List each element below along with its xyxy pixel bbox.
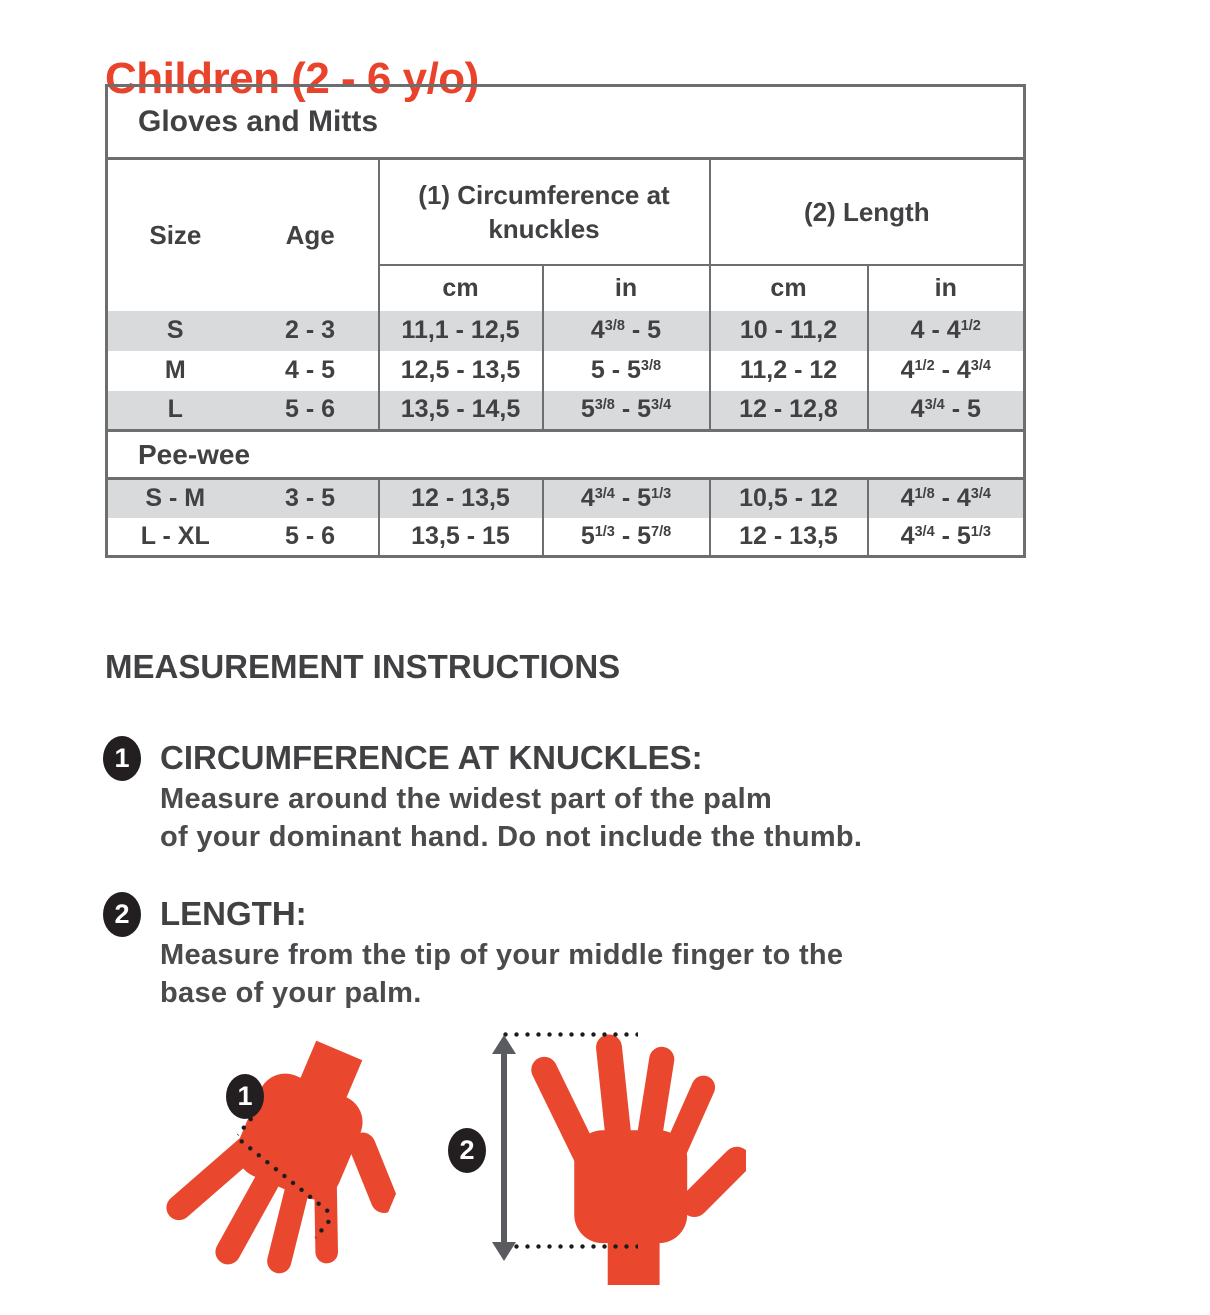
length-header: (2) Length <box>710 159 1025 265</box>
length-in-cell: $4 - 4^{1/2}$ <box>868 311 1025 351</box>
table-row-m <box>107 351 1025 391</box>
sizing-table-wrapper <box>105 84 1026 558</box>
length-in-unit: in <box>868 265 1025 311</box>
size-cell: S - M <box>107 479 243 518</box>
page-title: Children (2 - 6 y/o) <box>105 54 479 104</box>
step-1-badge: 1 <box>103 736 141 781</box>
length-in-cell: $4^{1/8} - 4^{3/4}$ <box>868 479 1025 518</box>
size-cell: L <box>107 391 243 431</box>
age-cell: 4 - 5 <box>284 356 336 384</box>
peewee-section-row <box>107 431 1025 479</box>
instruction-line: Measure from the tip of your middle finger to the <box>160 939 844 971</box>
instruction-item-circumference <box>103 736 862 856</box>
instruction-title: CIRCUMFERENCE AT KNUCKLES: <box>160 739 703 776</box>
circumference-in-cell: $5^{1/3} - 5^{7/8}$ <box>543 518 710 557</box>
age-cell: 2 - 3 <box>243 311 379 351</box>
peewee-section-label: Pee-wee <box>107 431 1025 479</box>
size-age-header-cell <box>107 159 379 311</box>
circumference-in-unit: in <box>543 265 710 311</box>
arrow-down-icon <box>492 1242 516 1261</box>
circumference-cm-cell: 12 - 13,5 <box>379 479 543 518</box>
length-cm-cell: 12 - 12,8 <box>710 391 868 431</box>
instruction-line: base of your palm. <box>160 977 422 1009</box>
circumference-cm-cell: 13,5 - 15 <box>379 518 543 557</box>
instruction-text-block <box>160 736 862 856</box>
age-header: Age <box>285 219 335 250</box>
length-cm-cell: 11,2 - 12 <box>710 351 868 391</box>
circumference-cm-cell: 12,5 - 13,5 <box>379 351 543 391</box>
sizing-table <box>105 84 1026 558</box>
table-caption: Gloves and Mitts <box>107 86 1025 159</box>
circumference-header: (1) Circumference at knuckles <box>379 159 710 265</box>
length-in-cell: $4^{3/4} - 5$ <box>868 391 1025 431</box>
length-in-cell: $4^{1/2} - 4^{3/4}$ <box>868 351 1025 391</box>
circumference-in-cell: $4^{3/8} - 5$ <box>543 311 710 351</box>
length-cm-unit: cm <box>710 265 868 311</box>
step-2-badge: 2 <box>103 892 141 937</box>
table-header-row <box>107 159 1025 265</box>
size-header: Size <box>149 219 202 250</box>
size-cell: L - XL <box>140 521 210 550</box>
circumference-in-cell: $4^{3/4} - 5^{1/3}$ <box>543 479 710 518</box>
circumference-cm-unit: cm <box>379 265 543 311</box>
instruction-title: LENGTH: <box>160 895 307 932</box>
hand-illustration-knuckles-icon <box>151 1011 439 1315</box>
instruction-line: of your dominant hand. Do not include the thumb. <box>160 821 863 853</box>
length-in-cell: $4^{3/4} - 5^{1/3}$ <box>868 518 1025 557</box>
table-caption-row <box>107 86 1025 159</box>
table-row-l <box>107 391 1025 431</box>
circumference-cm-cell: 13,5 - 14,5 <box>379 391 543 431</box>
circumference-in-cell: $5 - 5^{3/8}$ <box>543 351 710 391</box>
table-row-s <box>107 311 1025 351</box>
length-cm-cell: 12 - 13,5 <box>710 518 868 557</box>
table-row-l-xl <box>107 518 1025 557</box>
circumference-in-cell: $5^{3/8} - 5^{3/4}$ <box>543 391 710 431</box>
age-cell: 5 - 6 <box>284 521 336 550</box>
size-cell: M <box>164 356 186 384</box>
figure-1-badge: 1 <box>226 1074 264 1119</box>
circumference-cm-cell: 11,1 - 12,5 <box>379 311 543 351</box>
table-row-s-m <box>107 479 1025 518</box>
arrow-up-icon <box>492 1035 516 1054</box>
instruction-text-block <box>160 892 843 1012</box>
fingertip-dotted-line <box>500 1032 638 1037</box>
length-cm-cell: 10,5 - 12 <box>710 479 868 518</box>
instructions-heading: MEASUREMENT INSTRUCTIONS <box>105 648 621 685</box>
knuckle-measure-figure <box>151 1011 439 1315</box>
age-cell: 3 - 5 <box>243 479 379 518</box>
palm-base-dotted-line <box>500 1244 638 1249</box>
figure-2-badge: 2 <box>448 1128 486 1173</box>
size-cell: S <box>107 311 243 351</box>
instruction-line: Measure around the widest part of the palm <box>160 783 773 815</box>
instruction-item-length <box>103 892 843 1012</box>
age-cell: 5 - 6 <box>243 391 379 431</box>
length-cm-cell: 10 - 11,2 <box>710 311 868 351</box>
length-arrow <box>501 1052 507 1244</box>
